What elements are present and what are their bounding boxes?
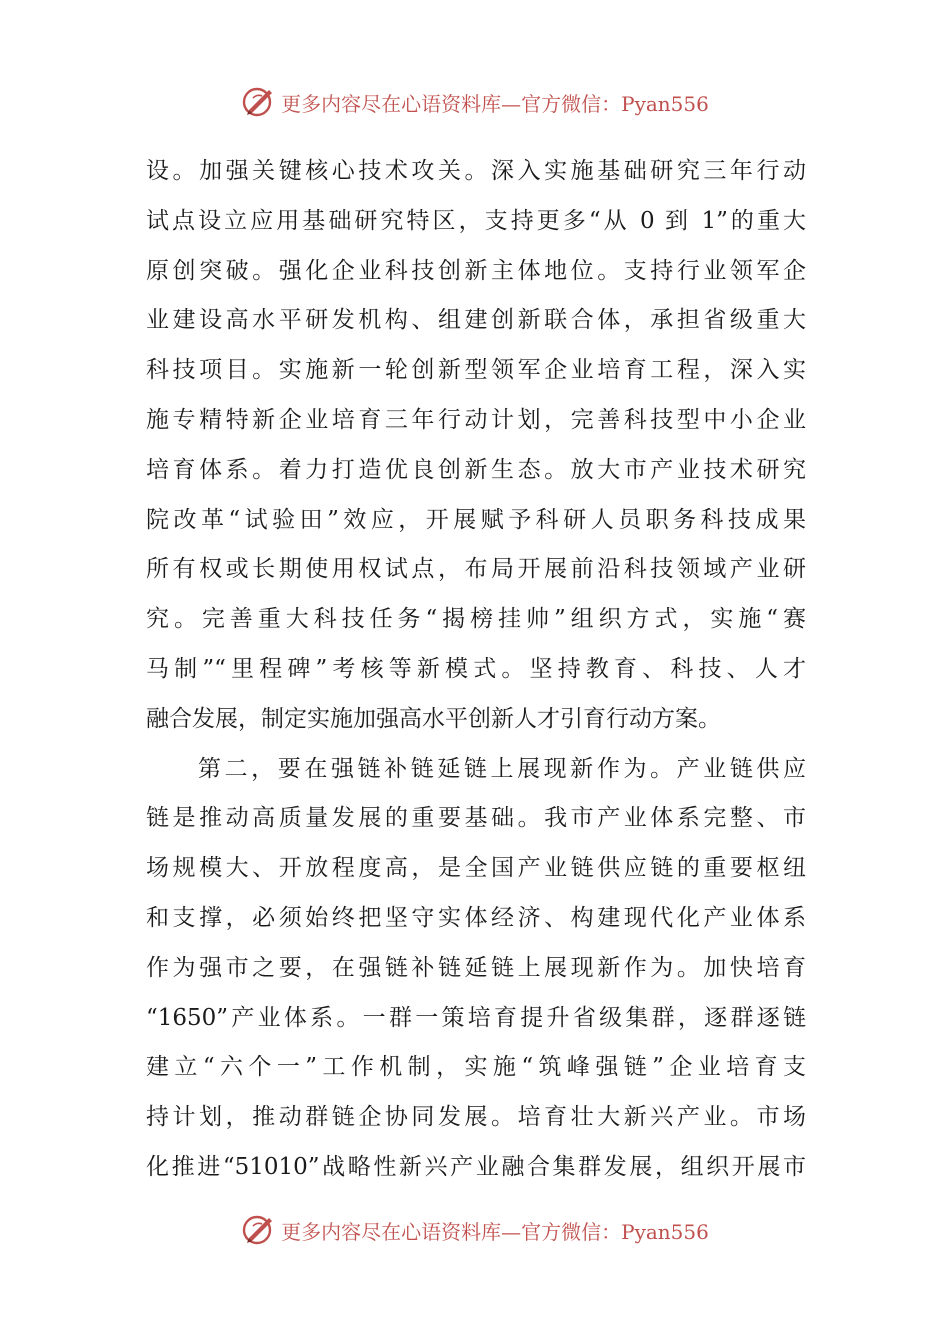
document-body: [146, 147, 806, 1193]
pen-logo-icon: [241, 84, 277, 120]
footer-banner-text: 更多内容尽在心语资料库—官方微信：Pyan556: [281, 1219, 709, 1244]
text-line: 原创突破。强化企业科技创新主体地位。支持行业领军企: [146, 257, 806, 284]
text-line: 持计划，推动群链企协同发展。培育壮大新兴产业。市场: [146, 1104, 806, 1131]
text-line: 建立“六个一”工作机制，实施“筑峰强链”企业培育支: [146, 1054, 806, 1081]
text-line: 马制”“里程碑”考核等新模式。坚持教育、科技、人才: [146, 655, 806, 682]
text-line: 业建设高水平研发机构、组建创新联合体，承担省级重大: [146, 307, 806, 334]
header-banner: [0, 82, 950, 122]
text-line: 院改革“试验田”效应，开展赋予科研人员职务科技成果: [146, 506, 806, 533]
text-line: 和支撑，必须始终把坚守实体经济、构建现代化产业体系: [146, 904, 806, 931]
text-line: 作为强市之要，在强链补链延链上展现新作为。加快培育: [146, 954, 806, 981]
text-line: “1650”产业体系。一群一策培育提升省级集群，逐群逐链: [146, 1004, 806, 1031]
text-line: 场规模大、开放程度高，是全国产业链供应链的重要枢纽: [146, 855, 806, 882]
pen-logo-icon: [241, 1212, 277, 1248]
text-line: 施专精特新企业培育三年行动计划，完善科技型中小企业: [146, 406, 806, 433]
text-line: 设。加强关键核心技术攻关。深入实施基础研究三年行动: [146, 158, 806, 184]
footer-banner: [0, 1210, 950, 1250]
text-line: 链是推动高质量发展的重要基础。我市产业体系完整、市: [146, 805, 806, 832]
text-line: 化推进“51010”战略性新兴产业融合集群发展，组织开展市: [146, 1153, 806, 1180]
header-banner-text: 更多内容尽在心语资料库—官方微信：Pyan556: [281, 91, 709, 116]
text-line: 试点设立应用基础研究特区，支持更多“从 0 到 1”的重大: [146, 207, 806, 234]
text-line: 所有权或长期使用权试点，布局开展前沿科技领域产业研: [146, 556, 806, 583]
text-line: 科技项目。实施新一轮创新型领军企业培育工程，深入实: [146, 357, 806, 384]
paragraph-start-line: 第二，要在强链补链延链上展现新作为。产业链供应: [198, 755, 806, 782]
text-line: 培育体系。着力打造优良创新生态。放大市产业技术研究: [146, 456, 806, 483]
text-line: 究。完善重大科技任务“揭榜挂帅”组织方式，实施“赛: [146, 606, 806, 633]
text-line: 融合发展，制定实施加强高水平创新人才引育行动方案。: [146, 705, 721, 732]
